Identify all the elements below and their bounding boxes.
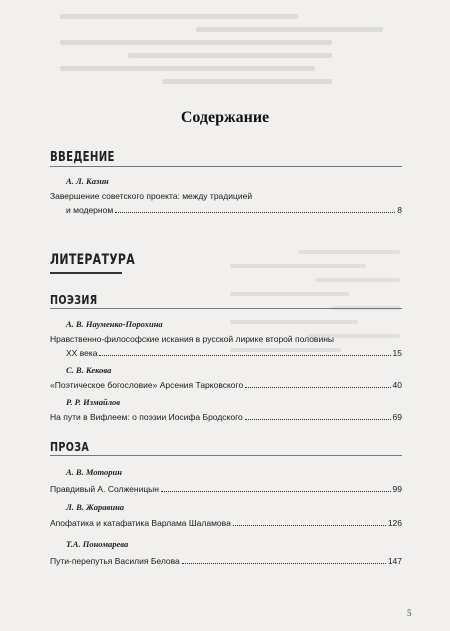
- entry-author: А. В. Моторин: [66, 467, 122, 477]
- section-heading-prose: ПРОЗА: [50, 440, 90, 454]
- page-title: Содержание: [180, 109, 270, 126]
- page-number: 8: [397, 205, 402, 215]
- section-heading-literature: ЛИТЕРАТУРА: [50, 252, 136, 268]
- toc-entry[interactable]: [50, 518, 402, 528]
- section-rule: [50, 455, 402, 456]
- entry-author: А. В. Науменко-Порохина: [66, 319, 163, 329]
- entry-title: Апофатика и катафатика Варлама Шаламова: [50, 518, 231, 528]
- section-rule: [50, 308, 402, 309]
- entry-title[interactable]: Нравственно-философские искания в русской лирике второй половины: [50, 334, 334, 344]
- dot-leader: [245, 412, 391, 420]
- toc-entry[interactable]: [50, 556, 402, 566]
- page-number: 40: [392, 380, 402, 390]
- entry-author: Л. В. Жаравина: [66, 502, 125, 512]
- dot-leader: [233, 518, 386, 526]
- dot-leader: [182, 556, 386, 564]
- toc-entry[interactable]: [50, 412, 402, 422]
- section-rule: [50, 166, 402, 167]
- entry-author: Р. Р. Измайлов: [66, 397, 121, 407]
- toc-entry[interactable]: [66, 348, 402, 358]
- entry-title: Правдивый А. Солженицын: [50, 484, 159, 494]
- page-folio: 5: [407, 608, 412, 618]
- entry-title: Пути-перепутья Василия Белова: [50, 556, 180, 566]
- entry-author: С. В. Кекова: [66, 365, 112, 375]
- entry-author: А. Л. Казин: [66, 176, 109, 186]
- toc-entry[interactable]: [66, 205, 402, 215]
- page-number: 99: [392, 484, 402, 494]
- page-number: 147: [387, 556, 402, 566]
- dot-leader: [245, 380, 390, 388]
- entry-title: XX века: [66, 348, 98, 358]
- dot-leader: [161, 484, 391, 492]
- entry-title[interactable]: Завершение советского проекта: между традицией: [50, 191, 253, 201]
- section-rule: [50, 272, 122, 274]
- dot-leader: [115, 205, 395, 213]
- entry-author: Т.А. Пономарева: [66, 539, 129, 549]
- entry-title: и модерном: [66, 205, 114, 215]
- dot-leader: [99, 348, 390, 356]
- toc-entry[interactable]: [50, 484, 402, 494]
- section-heading-intro: ВВЕДЕНИЕ: [50, 150, 115, 165]
- page-number: 69: [392, 412, 402, 422]
- page-number: 126: [387, 518, 402, 528]
- page-number: 15: [392, 348, 402, 358]
- section-heading-poetry: ПОЭЗИЯ: [50, 293, 98, 307]
- entry-title: На пути в Вифлеем: о поэзии Иосифа Бродского: [50, 412, 243, 422]
- show-through-text: [60, 6, 400, 106]
- entry-title: «Поэтическое богословие» Арсения Тарковского: [50, 380, 244, 390]
- toc-entry[interactable]: [50, 380, 402, 390]
